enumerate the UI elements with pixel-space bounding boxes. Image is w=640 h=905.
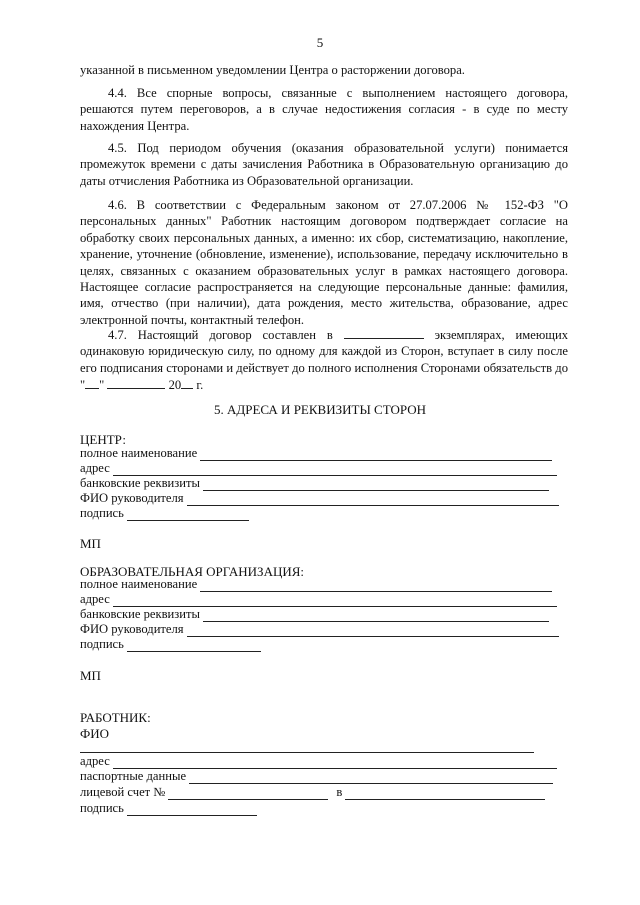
worker-title: РАБОТНИК: [80,710,151,725]
worker-account-row [80,785,545,800]
worker-signature-field[interactable] [127,803,257,816]
worker-signature-row [80,801,257,816]
org-director-label: ФИО руководителя [80,622,184,636]
worker-address-label: адрес [80,754,110,768]
org-address-row [80,592,557,607]
org-director-field[interactable] [187,624,559,637]
para-4-7-part3: " [99,378,105,393]
org-signature-label: подпись [80,637,124,651]
para-4-7-part2: экземплярах, имеющих одинаковую юридическую силу, по одному для каждой из Сторон, вступает в силу после его подписания сторонами и действует до полного исполнения Сторонами обязательств до " [80,328,569,393]
worker-fio-label: ФИО [80,726,110,741]
worker-account-label: лицевой счет № [80,785,166,799]
worker-signature-label: подпись [80,801,124,815]
org-signature-field[interactable] [127,639,261,652]
para-4-4: 4.4. Все спорные вопросы, связанные с выполнением настоящего договора, решаются путем переговоров, а в случае недостижения согласия - в суде по месту нахождения Центра. [80,86,568,133]
org-title: ОБРАЗОВАТЕЛЬНАЯ ОРГАНИЗАЦИЯ: [80,564,305,579]
para-4-5: 4.5. Под периодом обучения (оказания образовательной услуги) понимается промежуток времени с даты зачисления Работника в Образовательную организацию до даты отчисления Работника из Образовательной организации. [80,141,568,188]
org-director-row [80,622,559,637]
para-4-7 [80,326,568,394]
worker-bank-field[interactable] [345,787,545,800]
org-bank-label: банковские реквизиты [80,607,200,621]
org-bank-row [80,607,549,622]
center-bank-label: банковские реквизиты [80,476,200,490]
center-full-name-label: полное наименование [80,446,198,460]
para-4-7-part1: 4.7. Настоящий договор составлен в [108,328,333,342]
org-full-name-label: полное наименование [80,577,198,591]
year-blank[interactable] [181,376,193,389]
center-full-name-row [80,446,552,461]
center-bank-field[interactable] [203,478,549,491]
worker-address-field[interactable] [113,756,557,769]
para-4-7-part4: 20 [168,378,182,393]
org-full-name-field[interactable] [200,579,552,592]
worker-bank-in-label: в [336,785,343,799]
center-director-label: ФИО руководителя [80,491,184,505]
org-signature-row [80,637,261,652]
center-title: ЦЕНТР: [80,432,126,447]
worker-account-field[interactable] [168,787,328,800]
worker-fio-field[interactable] [80,752,534,753]
org-address-field[interactable] [113,594,557,607]
para-4-6: 4.6. В соответствии с Федеральным законом от 27.07.2006 № 152-ФЗ "О персональных данных" Работник настоящим договором подтверждает согласие на обработку своих персональных данных, а именно: их сбор, систематизацию, накопление, хранение, уточнение (обновление, изменение), использование, передачу исключительно в целях, связанных с оказанием образовательных услуг в рамках настоящего договора. Настоящее согласие распространяется на следующие персональные данные: фамилия, имя, отчество (при наличии), дата рождения, место жительства, образование, адрес электронной почты, контактный телефон. [80,198,568,327]
month-blank[interactable] [107,376,165,389]
worker-passport-row [80,769,553,784]
para-4-7-part5: г. [196,378,204,393]
center-full-name-field[interactable] [200,448,552,461]
page-number: 5 [316,35,324,50]
center-seal: МП [80,536,101,551]
copies-count-blank[interactable] [344,326,424,339]
center-address-row [80,461,557,476]
center-address-label: адрес [80,461,110,475]
center-address-field[interactable] [113,463,557,476]
org-bank-field[interactable] [203,609,549,622]
para-continuation: указанной в письменном уведомлении Центра о расторжении договора. [80,63,465,77]
worker-address-row [80,754,557,769]
center-signature-field[interactable] [127,508,249,521]
org-seal: МП [80,668,101,683]
center-bank-row [80,476,549,491]
section-title: 5. АДРЕСА И РЕКВИЗИТЫ СТОРОН [213,402,427,417]
day-blank[interactable] [85,376,99,389]
center-signature-label: подпись [80,506,124,520]
center-director-row [80,491,559,506]
worker-passport-label: паспортные данные [80,769,187,783]
org-full-name-row [80,577,552,592]
org-address-label: адрес [80,592,110,606]
center-signature-row [80,506,249,521]
worker-passport-field[interactable] [189,771,553,784]
center-director-field[interactable] [187,493,559,506]
